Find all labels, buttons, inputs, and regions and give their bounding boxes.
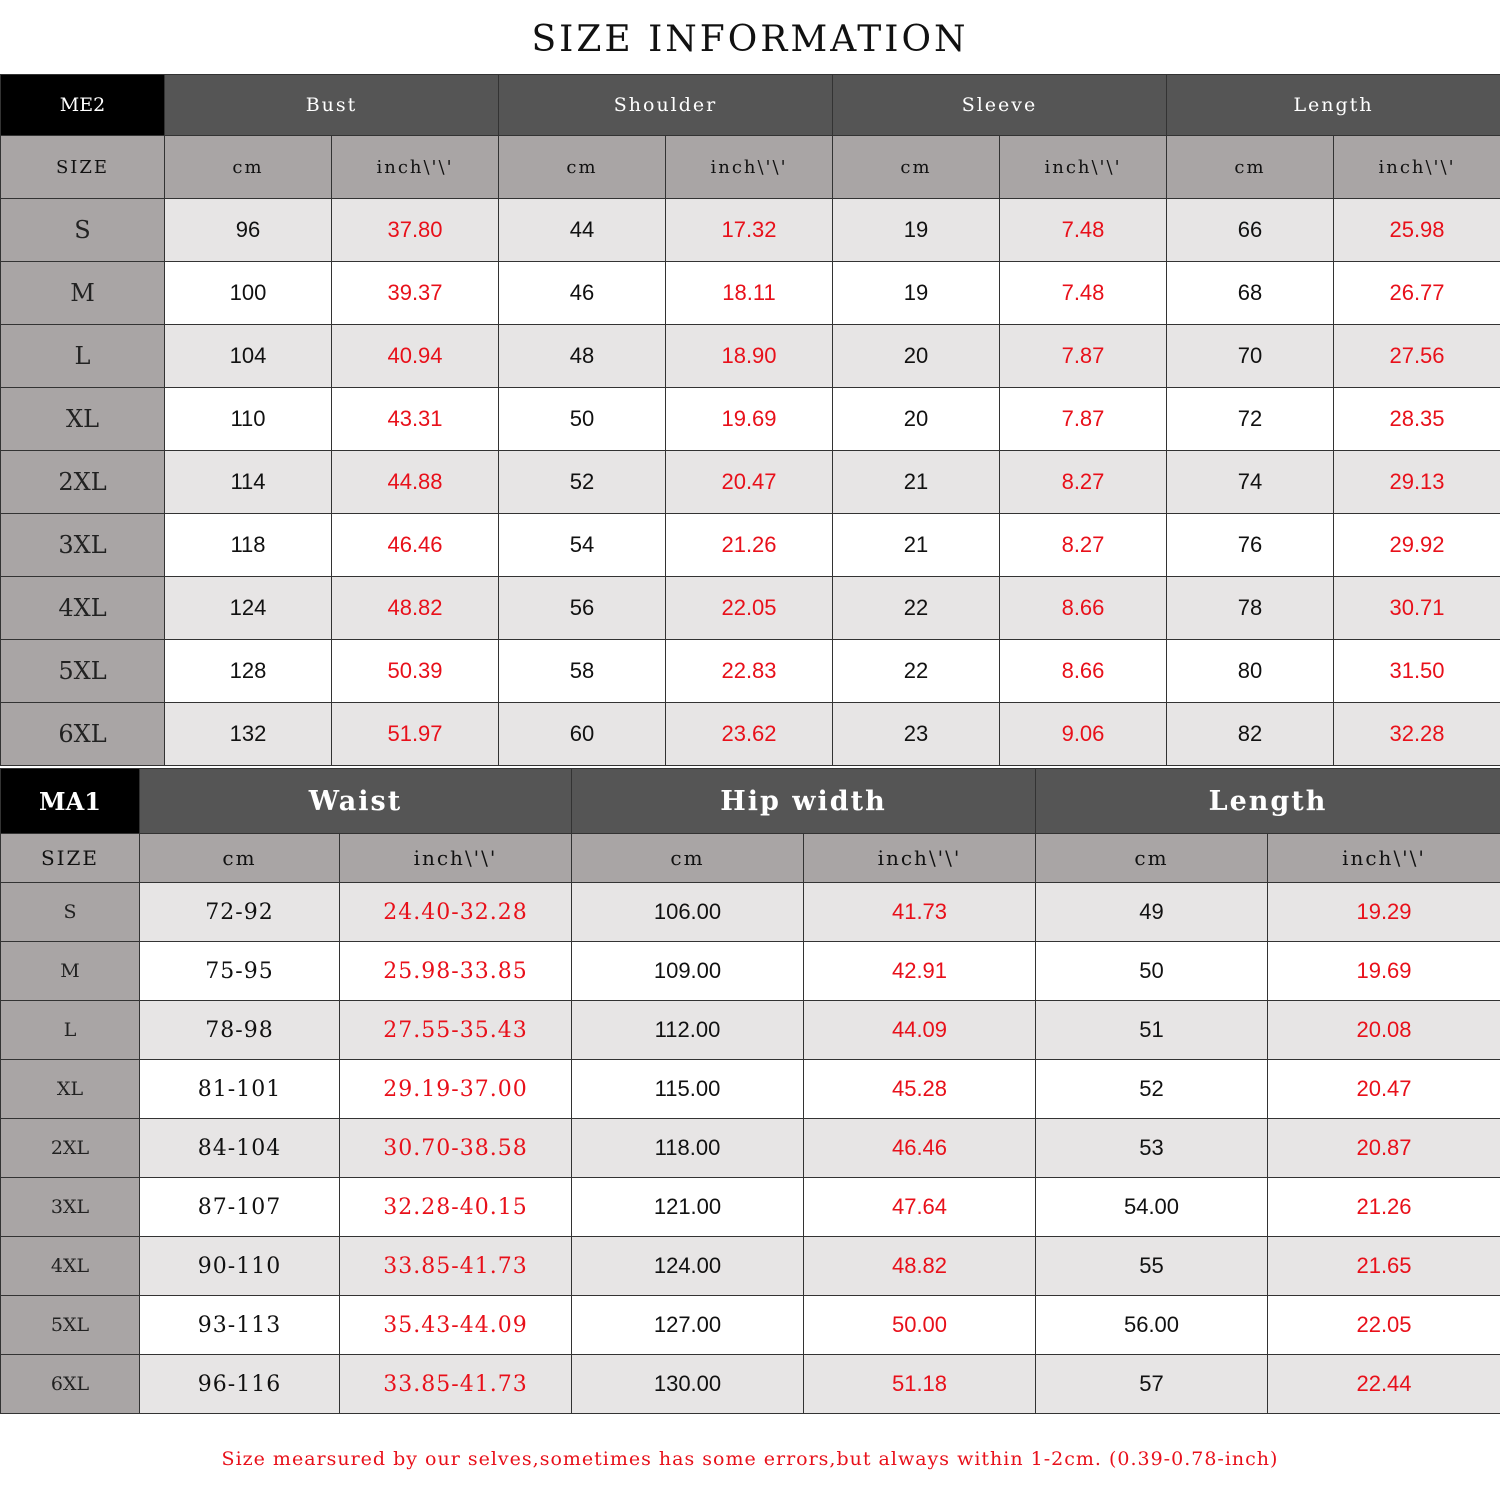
value-inch: 20.87	[1268, 1119, 1500, 1178]
value-inch: 32.28-40.15	[340, 1178, 572, 1237]
unit-cm: cm	[140, 834, 340, 883]
value-cm: 72	[1167, 388, 1334, 451]
value-cm: 53	[1036, 1119, 1268, 1178]
value-cm: 54	[499, 514, 666, 577]
unit-inch: inch\'\'	[666, 136, 833, 199]
value-cm: 127.00	[572, 1296, 804, 1355]
value-cm: 106.00	[572, 883, 804, 942]
value-inch: 25.98	[1334, 199, 1500, 262]
unit-row	[1, 834, 1500, 883]
unit-cm: cm	[1036, 834, 1268, 883]
size-label: 6XL	[1, 703, 165, 766]
value-inch: 23.62	[666, 703, 833, 766]
value-cm: 54.00	[1036, 1178, 1268, 1237]
length-header: Length	[1036, 769, 1500, 834]
value-cm: 49	[1036, 883, 1268, 942]
value-cm: 128	[165, 640, 332, 703]
value-cm: 78	[1167, 577, 1334, 640]
size-table-ma1	[0, 768, 1500, 1414]
value-inch: 24.40-32.28	[340, 883, 572, 942]
table-row	[1, 1119, 1500, 1178]
table-row	[1, 262, 1500, 325]
value-inch: 30.71	[1334, 577, 1500, 640]
value-cm: 78-98	[140, 1001, 340, 1060]
value-inch: 27.56	[1334, 325, 1500, 388]
value-cm: 76	[1167, 514, 1334, 577]
table-row	[1, 1060, 1500, 1119]
table-row	[1, 640, 1500, 703]
table-row	[1, 1355, 1500, 1414]
value-inch: 7.48	[1000, 262, 1167, 325]
value-cm: 21	[833, 451, 1000, 514]
value-inch: 51.97	[332, 703, 499, 766]
value-inch: 45.28	[804, 1060, 1036, 1119]
size-table-me2	[0, 74, 1500, 766]
value-inch: 20.47	[666, 451, 833, 514]
size-label: 5XL	[1, 640, 165, 703]
value-cm: 44	[499, 199, 666, 262]
table-row	[1, 1001, 1500, 1060]
size-label: S	[1, 199, 165, 262]
value-cm: 96	[165, 199, 332, 262]
value-inch: 50.00	[804, 1296, 1036, 1355]
value-cm: 100	[165, 262, 332, 325]
value-cm: 84-104	[140, 1119, 340, 1178]
value-cm: 48	[499, 325, 666, 388]
size-label: M	[1, 262, 165, 325]
value-inch: 27.55-35.43	[340, 1001, 572, 1060]
value-cm: 58	[499, 640, 666, 703]
value-inch: 22.05	[666, 577, 833, 640]
value-inch: 25.98-33.85	[340, 942, 572, 1001]
size-label: S	[1, 883, 140, 942]
value-cm: 60	[499, 703, 666, 766]
sleeve-header: Sleeve	[833, 75, 1167, 136]
size-label: 4XL	[1, 1237, 140, 1296]
value-inch: 21.26	[1268, 1178, 1500, 1237]
unit-cm: cm	[499, 136, 666, 199]
unit-inch: inch\'\'	[804, 834, 1036, 883]
value-inch: 46.46	[332, 514, 499, 577]
value-cm: 75-95	[140, 942, 340, 1001]
value-inch: 8.66	[1000, 640, 1167, 703]
value-cm: 81-101	[140, 1060, 340, 1119]
header-row	[1, 769, 1500, 834]
size-label: M	[1, 942, 140, 1001]
value-cm: 72-92	[140, 883, 340, 942]
table-row	[1, 325, 1500, 388]
size-label: 5XL	[1, 1296, 140, 1355]
value-inch: 31.50	[1334, 640, 1500, 703]
size-column-header: SIZE	[1, 834, 140, 883]
value-cm: 93-113	[140, 1296, 340, 1355]
value-inch: 30.70-38.58	[340, 1119, 572, 1178]
value-cm: 46	[499, 262, 666, 325]
value-cm: 21	[833, 514, 1000, 577]
value-inch: 51.18	[804, 1355, 1036, 1414]
value-inch: 42.91	[804, 942, 1036, 1001]
header-row	[1, 75, 1500, 136]
length-header: Length	[1167, 75, 1500, 136]
value-inch: 8.27	[1000, 514, 1167, 577]
table-row	[1, 1178, 1500, 1237]
size-label: L	[1, 325, 165, 388]
value-cm: 112.00	[572, 1001, 804, 1060]
table-row	[1, 514, 1500, 577]
size-label: 3XL	[1, 1178, 140, 1237]
value-inch: 44.88	[332, 451, 499, 514]
table-row	[1, 1296, 1500, 1355]
value-cm: 50	[499, 388, 666, 451]
value-inch: 44.09	[804, 1001, 1036, 1060]
value-inch: 20.08	[1268, 1001, 1500, 1060]
value-cm: 68	[1167, 262, 1334, 325]
measurement-note: Size mearsured by our selves,sometimes has some errors,but always within 1-2cm. (0.39-0.78-inch)	[0, 1416, 1500, 1500]
value-inch: 22.44	[1268, 1355, 1500, 1414]
value-inch: 20.47	[1268, 1060, 1500, 1119]
value-inch: 29.19-37.00	[340, 1060, 572, 1119]
value-cm: 74	[1167, 451, 1334, 514]
size-label: XL	[1, 1060, 140, 1119]
value-inch: 43.31	[332, 388, 499, 451]
value-inch: 7.87	[1000, 388, 1167, 451]
value-cm: 23	[833, 703, 1000, 766]
value-inch: 29.92	[1334, 514, 1500, 577]
value-cm: 109.00	[572, 942, 804, 1001]
table-row	[1, 1237, 1500, 1296]
value-inch: 50.39	[332, 640, 499, 703]
table-row	[1, 451, 1500, 514]
value-inch: 41.73	[804, 883, 1036, 942]
value-cm: 22	[833, 577, 1000, 640]
value-inch: 19.69	[666, 388, 833, 451]
value-inch: 48.82	[332, 577, 499, 640]
size-label: 2XL	[1, 451, 165, 514]
value-inch: 21.65	[1268, 1237, 1500, 1296]
size-column-header: SIZE	[1, 136, 165, 199]
value-cm: 124	[165, 577, 332, 640]
unit-inch: inch\'\'	[340, 834, 572, 883]
value-inch: 8.27	[1000, 451, 1167, 514]
value-inch: 37.80	[332, 199, 499, 262]
value-cm: 82	[1167, 703, 1334, 766]
value-cm: 66	[1167, 199, 1334, 262]
value-cm: 19	[833, 199, 1000, 262]
size-label: 4XL	[1, 577, 165, 640]
value-inch: 19.29	[1268, 883, 1500, 942]
unit-inch: inch\'\'	[1000, 136, 1167, 199]
size-label: XL	[1, 388, 165, 451]
value-cm: 124.00	[572, 1237, 804, 1296]
page-title: SIZE INFORMATION	[0, 0, 1500, 74]
value-cm: 22	[833, 640, 1000, 703]
value-cm: 55	[1036, 1237, 1268, 1296]
value-inch: 47.64	[804, 1178, 1036, 1237]
unit-cm: cm	[572, 834, 804, 883]
unit-cm: cm	[165, 136, 332, 199]
value-cm: 90-110	[140, 1237, 340, 1296]
value-cm: 118.00	[572, 1119, 804, 1178]
table-row	[1, 942, 1500, 1001]
value-cm: 118	[165, 514, 332, 577]
value-cm: 130.00	[572, 1355, 804, 1414]
size-label: 3XL	[1, 514, 165, 577]
value-inch: 26.77	[1334, 262, 1500, 325]
value-inch: 22.05	[1268, 1296, 1500, 1355]
size-label: 6XL	[1, 1355, 140, 1414]
value-inch: 29.13	[1334, 451, 1500, 514]
value-cm: 51	[1036, 1001, 1268, 1060]
unit-inch: inch\'\'	[1268, 834, 1500, 883]
value-cm: 104	[165, 325, 332, 388]
value-inch: 33.85-41.73	[340, 1237, 572, 1296]
unit-cm: cm	[1167, 136, 1334, 199]
value-inch: 21.26	[666, 514, 833, 577]
value-cm: 19	[833, 262, 1000, 325]
value-inch: 48.82	[804, 1237, 1036, 1296]
size-label: L	[1, 1001, 140, 1060]
value-inch: 32.28	[1334, 703, 1500, 766]
value-inch: 19.69	[1268, 942, 1500, 1001]
value-inch: 18.11	[666, 262, 833, 325]
value-cm: 56.00	[1036, 1296, 1268, 1355]
table-row	[1, 703, 1500, 766]
value-cm: 80	[1167, 640, 1334, 703]
value-cm: 96-116	[140, 1355, 340, 1414]
value-inch: 46.46	[804, 1119, 1036, 1178]
value-cm: 52	[499, 451, 666, 514]
value-inch: 9.06	[1000, 703, 1167, 766]
unit-inch: inch\'\'	[1334, 136, 1500, 199]
value-inch: 18.90	[666, 325, 833, 388]
value-inch: 28.35	[1334, 388, 1500, 451]
bust-header: Bust	[165, 75, 499, 136]
value-cm: 121.00	[572, 1178, 804, 1237]
table-code: MA1	[1, 769, 140, 834]
value-cm: 52	[1036, 1060, 1268, 1119]
table-row	[1, 199, 1500, 262]
value-inch: 7.87	[1000, 325, 1167, 388]
value-inch: 22.83	[666, 640, 833, 703]
value-inch: 39.37	[332, 262, 499, 325]
value-cm: 115.00	[572, 1060, 804, 1119]
value-inch: 33.85-41.73	[340, 1355, 572, 1414]
unit-cm: cm	[833, 136, 1000, 199]
value-cm: 20	[833, 388, 1000, 451]
value-cm: 20	[833, 325, 1000, 388]
value-cm: 110	[165, 388, 332, 451]
value-cm: 50	[1036, 942, 1268, 1001]
waist-header: Waist	[140, 769, 572, 834]
value-inch: 17.32	[666, 199, 833, 262]
value-inch: 35.43-44.09	[340, 1296, 572, 1355]
value-inch: 7.48	[1000, 199, 1167, 262]
hip-width-header: Hip width	[572, 769, 1036, 834]
value-cm: 114	[165, 451, 332, 514]
value-cm: 87-107	[140, 1178, 340, 1237]
value-cm: 70	[1167, 325, 1334, 388]
value-inch: 8.66	[1000, 577, 1167, 640]
value-cm: 57	[1036, 1355, 1268, 1414]
size-label: 2XL	[1, 1119, 140, 1178]
shoulder-header: Shoulder	[499, 75, 833, 136]
unit-row	[1, 136, 1500, 199]
table-code: ME2	[1, 75, 165, 136]
table-row	[1, 883, 1500, 942]
table-row	[1, 388, 1500, 451]
table-row	[1, 577, 1500, 640]
value-inch: 40.94	[332, 325, 499, 388]
value-cm: 132	[165, 703, 332, 766]
value-cm: 56	[499, 577, 666, 640]
unit-inch: inch\'\'	[332, 136, 499, 199]
